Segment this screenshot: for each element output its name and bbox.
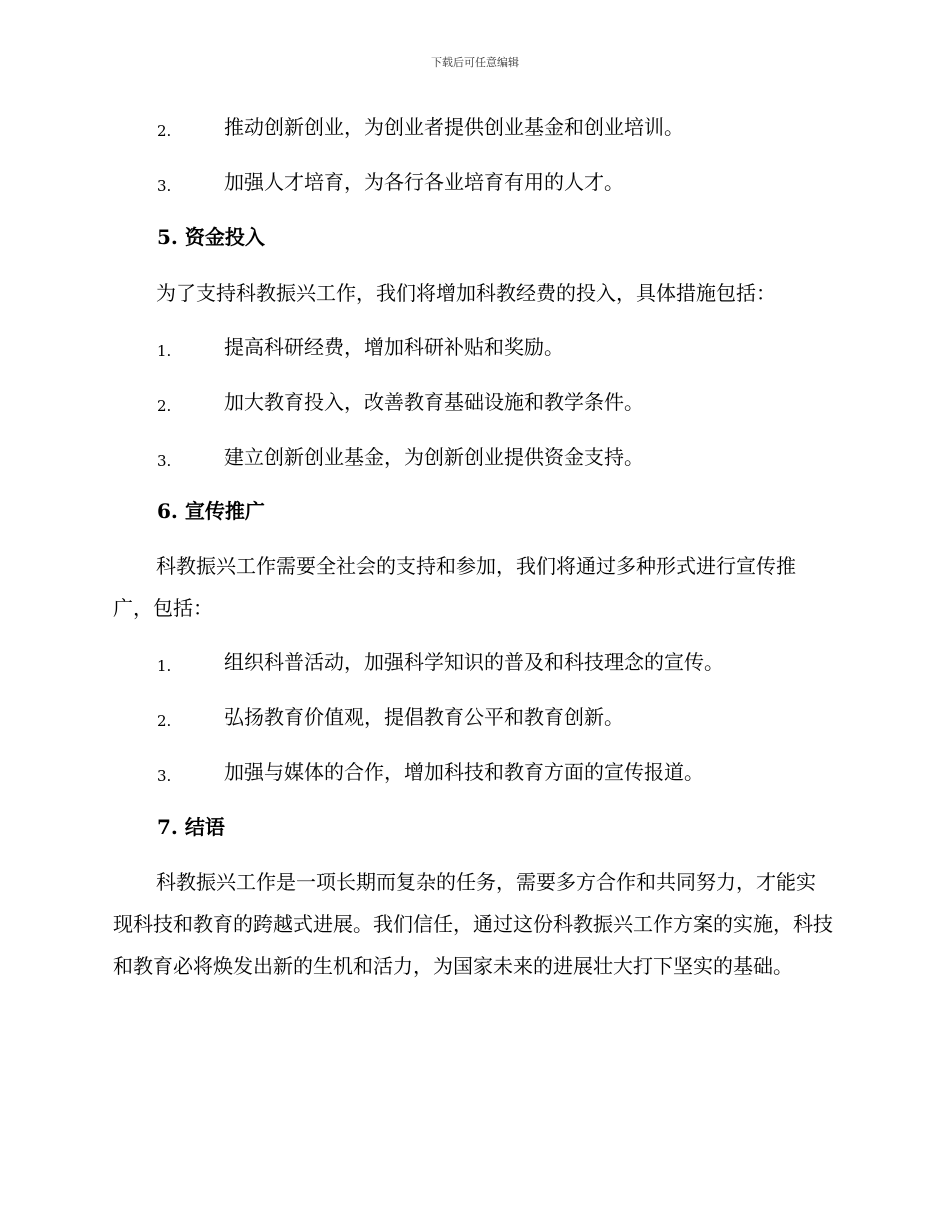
paragraph (113, 545, 833, 629)
section-heading-5: 5. 资金投入 (157, 225, 265, 249)
list-text: 建立创新创业基金，为创新创业提供资金支持。 (224, 445, 644, 469)
list-number: 3. (157, 177, 172, 195)
list-text: 提高科研经费，增加科研补贴和奖励。 (224, 335, 564, 359)
list-number: 1. (157, 342, 172, 360)
list-text: 加强人才培育，为各行各业培育有用的人才。 (224, 170, 624, 194)
paragraph-text: 科教振兴工作需要全社会的支持和参加，我们将通过多种形式进行宣传推广，包括： (113, 554, 796, 620)
list-number: 2. (157, 122, 172, 140)
list-number: 3. (157, 767, 172, 785)
list-number: 2. (157, 397, 172, 415)
list-number: 1. (157, 657, 172, 675)
list-number: 3. (157, 452, 172, 470)
paragraph-text: 科教振兴工作是一项长期而复杂的任务，需要多方合作和共同努力，才能实现科技和教育的跨越式进展。我们信任，通过这份科教振兴工作方案的实施，科技和教育必将焕发出新的生机和活力，为国家未来的进展壮大打下坚实的基础。 (113, 870, 833, 978)
section-heading-6: 6. 宣传推广 (157, 499, 265, 523)
section-heading-7: 7. 结语 (157, 815, 225, 839)
paragraph (113, 272, 833, 314)
list-text: 推动创新创业，为创业者提供创业基金和创业培训。 (224, 115, 684, 139)
list-text: 组织科普活动，加强科学知识的普及和科技理念的宣传。 (224, 650, 724, 674)
page-header: 下载后可任意编辑 (431, 56, 519, 69)
list-text: 弘扬教育价值观，提倡教育公平和教育创新。 (224, 705, 624, 729)
list-text: 加大教育投入，改善教育基础设施和教学条件。 (224, 390, 644, 414)
paragraph (113, 861, 833, 987)
paragraph-text: 为了支持科教振兴工作，我们将增加科教经费的投入，具体措施包括： (156, 281, 776, 305)
list-text: 加强与媒体的合作，增加科技和教育方面的宣传报道。 (224, 760, 704, 784)
list-number: 2. (157, 712, 172, 730)
